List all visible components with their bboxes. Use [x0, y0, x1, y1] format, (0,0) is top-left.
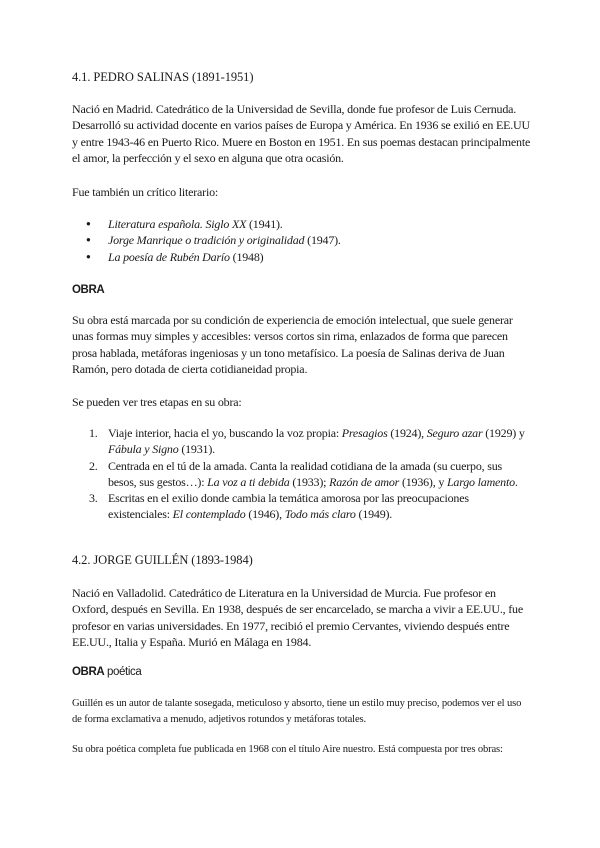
- guillen-style-text: Guillén es un autor de talante sosegada, meticuloso y absorto, tiene un estilo muy preciso, podemos ver el uso de forma exclamativa a menudo, adjetivos rotundos y metáforas totales.: [72, 698, 522, 725]
- section-heading-salinas: 4.1. PEDRO SALINAS (1891-1951): [72, 70, 254, 84]
- list-item: 2. Centrada en el tú de la amada. Canta la realidad cotidiana de la amada (su cuerpo, sus besos, sus gestos…): La voz a ti debida (1933); Razón de amor (1936), y Largo lamento.: [89, 458, 518, 489]
- section-heading-guillen: 4.2. JORGE GUILLÉN (1893-1984): [72, 553, 253, 567]
- list-item: ● Jorge Manrique o tradición y originalidad (1947).: [72, 232, 532, 248]
- list-item: ● Literatura española. Siglo XX (1941).: [72, 216, 532, 232]
- obra-heading-guillen: OBRA poética: [72, 666, 142, 678]
- list-item: 3. Escritas en el exilio donde cambia la temática amorosa por las preocupaciones existenciales: El contemplado (1946), Todo más claro (1949).: [89, 491, 469, 522]
- guillen-bio: Nació en Valladolid. Catedrático de Literatura en la Universidad de Murcia. Fue profesor en Oxford, después en Sevilla. En 1938, después de ser encarcelado, se marcha a vivir a EE.UU., fue profesor en varias universidades. En 1977, recibió el premio Cervantes, viviendo después entre EE.UU., Italia y España. Murió en Málaga en 1984.: [72, 586, 523, 649]
- critic-works-list: [72, 216, 532, 265]
- list-item: 1. Viaje interior, hacia el yo, buscando la voz propia: Presagios (1924), Seguro azar (1929) y Fábula y Signo (1931).: [89, 426, 525, 457]
- critic-intro: Fue también un crítico literario:: [72, 185, 219, 199]
- salinas-bio: Nació en Madrid. Catedrático de la Universidad de Sevilla, donde fue profesor de Luis Cernuda. Desarrolló su actividad docente en varios países de Europa y América. En 1936 se exilió en EE.UU y entre 1943-46 en Puerto Rico. Muere en Boston en 1951. En sus poemas destacan principalmente el amor, la perfección y el sexo en alguna que otra ocasión.: [72, 102, 531, 165]
- salinas-obra-text: Su obra está marcada por su condición de experiencia de emoción intelectual, que suele generar unas formas muy simples y accesibles: versos cortos sin rima, enlazados de forma que parecen prosa hablada, metáforas ingeniosas y un tono metafísico. La poesía de Salinas deriva de Juan Ramón, pero dotada de cierta cotidianeidad propia.: [72, 313, 513, 376]
- stages-list: [72, 425, 532, 523]
- guillen-complete-works-text: Su obra poética completa fue publicada en 1968 con el título Aire nuestro. Está compuesta por tres obras:: [72, 744, 503, 755]
- list-item: ● La poesía de Rubén Darío (1948): [72, 249, 532, 265]
- stages-intro: Se pueden ver tres etapas en su obra:: [72, 395, 242, 409]
- obra-heading-salinas: OBRA: [72, 284, 105, 296]
